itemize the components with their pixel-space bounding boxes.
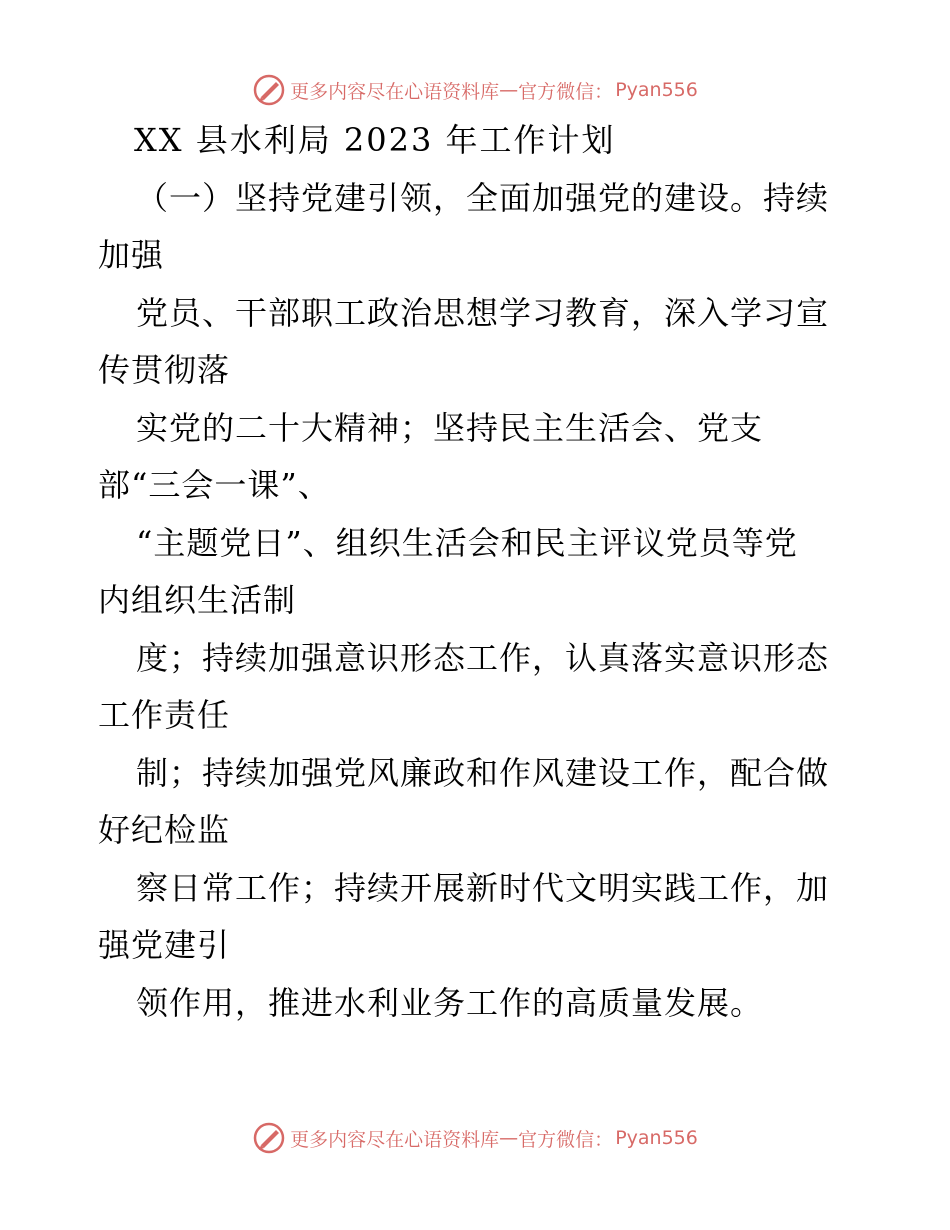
watermark-separator: — [499,1127,519,1149]
paragraph-line: 好纪检监 [98,811,231,849]
watermark-banner-top [0,70,950,110]
paragraph-line: 工作责任 [98,696,231,734]
paragraph-line: 度；持续加强意识形态工作，认真落实意识形态 [136,638,830,677]
document-body [98,112,858,1032]
paragraph-line: 党员、干部职工政治思想学习教育，深入学习宣 [136,293,830,332]
watermark-banner-bottom [0,1118,950,1158]
watermark-wechat-id: Pyan556 [615,1127,698,1149]
paragraph-line: 实党的二十大精神；坚持民主生活会、党支 [136,408,764,447]
watermark-separator: — [499,79,519,101]
watermark-wechat-label: 官方微信： [518,80,614,103]
paragraph-line: 强党建引 [98,926,231,964]
paragraph-line: 内组织生活制 [98,581,297,619]
watermark-main-text: 更多内容尽在心语资料库 [290,80,500,103]
paragraph-line: “主题党日”、组织生活会和民主评议党员等党 [136,523,798,562]
paragraph-line: 部“三会一课”、 [98,466,331,504]
paragraph-line: 察日常工作；持续开展新时代文明实践工作，加 [136,868,830,907]
paragraph-line: 传贯彻落 [98,351,231,389]
watermark-main-text: 更多内容尽在心语资料库 [290,1128,500,1151]
pen-logo-icon [252,73,286,107]
paragraph-line: 制；持续加强党风廉政和作风建设工作，配合做 [136,753,830,792]
watermark-wechat-id: Pyan556 [615,79,698,101]
paragraph-line: 加强 [98,236,165,274]
pen-logo-icon [252,1121,286,1155]
watermark-wechat-label: 官方微信： [518,1128,614,1151]
paragraph-line: 领作用，推进水利业务工作的高质量发展。 [136,983,764,1022]
document-title: XX 县水利局 2023 年工作计划 [134,121,616,159]
paragraph-line: （一）坚持党建引领，全面加强党的建设。持续 [136,178,830,217]
